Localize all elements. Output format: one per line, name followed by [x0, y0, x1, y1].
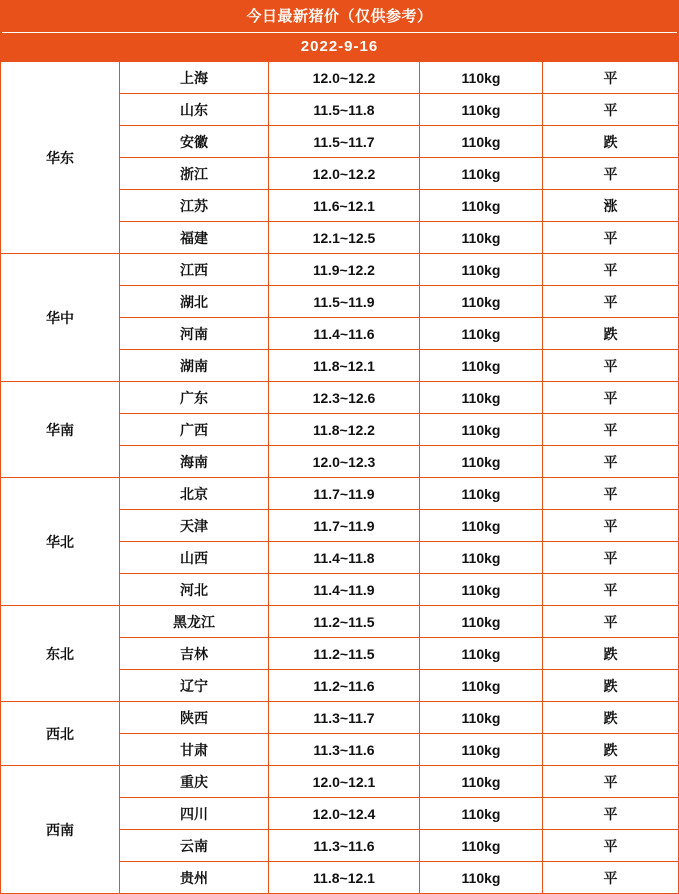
province-cell: 河南: [120, 318, 269, 350]
weight-cell: 110kg: [420, 446, 543, 478]
trend-cell: 跌: [543, 702, 679, 734]
table-row: [1, 382, 679, 414]
trend-cell: 平: [543, 446, 679, 478]
province-cell: 辽宁: [120, 670, 269, 702]
pig-price-sheet: [0, 0, 679, 61]
province-cell: 湖北: [120, 286, 269, 318]
province-cell: 云南: [120, 830, 269, 862]
price-cell: 11.5~11.7: [269, 126, 420, 158]
price-cell: 11.8~12.1: [269, 350, 420, 382]
price-cell: 11.3~11.6: [269, 830, 420, 862]
weight-cell: 110kg: [420, 830, 543, 862]
province-cell: 陕西: [120, 702, 269, 734]
trend-cell: 平: [543, 254, 679, 286]
province-cell: 甘肃: [120, 734, 269, 766]
province-cell: 广西: [120, 414, 269, 446]
region-cell: 华中: [1, 254, 120, 382]
weight-cell: 110kg: [420, 862, 543, 894]
trend-cell: 平: [543, 862, 679, 894]
trend-cell: 跌: [543, 126, 679, 158]
price-cell: 11.8~12.2: [269, 414, 420, 446]
trend-cell: 平: [543, 94, 679, 126]
weight-cell: 110kg: [420, 222, 543, 254]
trend-cell: 跌: [543, 670, 679, 702]
table-row: [1, 62, 679, 94]
weight-cell: 110kg: [420, 478, 543, 510]
price-cell: 12.0~12.4: [269, 798, 420, 830]
trend-cell: 平: [543, 510, 679, 542]
trend-cell: 平: [543, 158, 679, 190]
report-date: 2022-9-16: [2, 32, 677, 61]
price-cell: 11.3~11.6: [269, 734, 420, 766]
trend-cell: 平: [543, 830, 679, 862]
province-cell: 山西: [120, 542, 269, 574]
price-table: [0, 61, 679, 894]
price-cell: 12.0~12.2: [269, 158, 420, 190]
trend-cell: 平: [543, 382, 679, 414]
weight-cell: 110kg: [420, 62, 543, 94]
trend-cell: 平: [543, 606, 679, 638]
weight-cell: 110kg: [420, 254, 543, 286]
price-cell: 12.1~12.5: [269, 222, 420, 254]
trend-cell: 平: [543, 350, 679, 382]
page-title: 今日最新猪价（仅供参考）: [2, 2, 677, 32]
price-cell: 11.3~11.7: [269, 702, 420, 734]
province-cell: 黑龙江: [120, 606, 269, 638]
price-cell: 11.4~11.9: [269, 574, 420, 606]
weight-cell: 110kg: [420, 318, 543, 350]
weight-cell: 110kg: [420, 414, 543, 446]
weight-cell: 110kg: [420, 542, 543, 574]
trend-cell: 跌: [543, 638, 679, 670]
price-cell: 11.7~11.9: [269, 478, 420, 510]
province-cell: 山东: [120, 94, 269, 126]
province-cell: 福建: [120, 222, 269, 254]
table-row: [1, 254, 679, 286]
table-row: [1, 702, 679, 734]
price-cell: 11.7~11.9: [269, 510, 420, 542]
trend-cell: 跌: [543, 318, 679, 350]
weight-cell: 110kg: [420, 94, 543, 126]
region-cell: 东北: [1, 606, 120, 702]
province-cell: 湖南: [120, 350, 269, 382]
region-cell: 西南: [1, 766, 120, 894]
province-cell: 上海: [120, 62, 269, 94]
weight-cell: 110kg: [420, 190, 543, 222]
weight-cell: 110kg: [420, 702, 543, 734]
price-cell: 11.2~11.5: [269, 606, 420, 638]
trend-cell: 平: [543, 286, 679, 318]
province-cell: 河北: [120, 574, 269, 606]
weight-cell: 110kg: [420, 574, 543, 606]
trend-cell: 平: [543, 574, 679, 606]
price-cell: 11.2~11.6: [269, 670, 420, 702]
province-cell: 安徽: [120, 126, 269, 158]
price-cell: 11.5~11.9: [269, 286, 420, 318]
region-cell: 华南: [1, 382, 120, 478]
weight-cell: 110kg: [420, 510, 543, 542]
price-cell: 11.4~11.6: [269, 318, 420, 350]
weight-cell: 110kg: [420, 606, 543, 638]
weight-cell: 110kg: [420, 158, 543, 190]
weight-cell: 110kg: [420, 670, 543, 702]
price-cell: 12.0~12.3: [269, 446, 420, 478]
province-cell: 江苏: [120, 190, 269, 222]
price-cell: 12.0~12.1: [269, 766, 420, 798]
region-cell: 西北: [1, 702, 120, 766]
trend-cell: 平: [543, 478, 679, 510]
trend-cell: 平: [543, 798, 679, 830]
price-cell: 11.5~11.8: [269, 94, 420, 126]
province-cell: 重庆: [120, 766, 269, 798]
province-cell: 浙江: [120, 158, 269, 190]
table-row: [1, 766, 679, 798]
weight-cell: 110kg: [420, 638, 543, 670]
price-cell: 12.3~12.6: [269, 382, 420, 414]
price-cell: 11.2~11.5: [269, 638, 420, 670]
province-cell: 海南: [120, 446, 269, 478]
price-cell: 12.0~12.2: [269, 62, 420, 94]
price-cell: 11.9~12.2: [269, 254, 420, 286]
trend-cell: 跌: [543, 734, 679, 766]
trend-cell: 平: [543, 414, 679, 446]
price-cell: 11.6~12.1: [269, 190, 420, 222]
table-row: [1, 478, 679, 510]
weight-cell: 110kg: [420, 286, 543, 318]
weight-cell: 110kg: [420, 382, 543, 414]
province-cell: 天津: [120, 510, 269, 542]
weight-cell: 110kg: [420, 766, 543, 798]
weight-cell: 110kg: [420, 734, 543, 766]
trend-cell: 涨: [543, 190, 679, 222]
province-cell: 吉林: [120, 638, 269, 670]
trend-cell: 平: [543, 766, 679, 798]
province-cell: 江西: [120, 254, 269, 286]
weight-cell: 110kg: [420, 350, 543, 382]
weight-cell: 110kg: [420, 798, 543, 830]
trend-cell: 平: [543, 222, 679, 254]
price-table-body: [1, 62, 679, 894]
price-cell: 11.4~11.8: [269, 542, 420, 574]
price-cell: 11.8~12.1: [269, 862, 420, 894]
trend-cell: 平: [543, 542, 679, 574]
province-cell: 四川: [120, 798, 269, 830]
weight-cell: 110kg: [420, 126, 543, 158]
province-cell: 北京: [120, 478, 269, 510]
region-cell: 华东: [1, 62, 120, 254]
table-row: [1, 606, 679, 638]
region-cell: 华北: [1, 478, 120, 606]
province-cell: 广东: [120, 382, 269, 414]
province-cell: 贵州: [120, 862, 269, 894]
trend-cell: 平: [543, 62, 679, 94]
